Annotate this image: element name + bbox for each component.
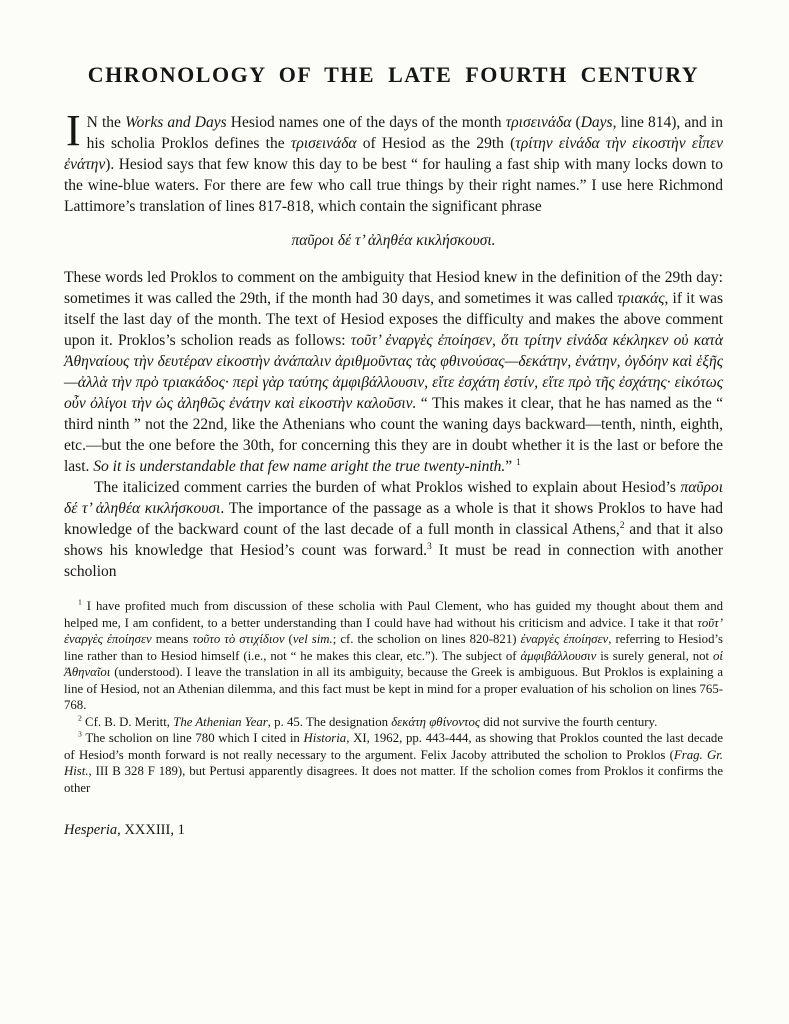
footnote-1: $^1$ I have profited much from discussion of these scholia with Paul Clement, who has guided my thought about them and helped me, I am confident, to a better understanding than I could have had without his criticism and advice. I take it that τοῦτ’ ἐναργὲς ἐποίησεν means τοῦτο τὸ στιχίδιον (vel sim.; cf. the scholion on lines 820-821) ἐναργὲς ἐποίησεν, referring to Hesiod’s line rather than to Hesiod himself (i.e., not “ he makes this clear, etc.”). The subject of ἀμφιβάλλουσιν is surely general, not οἱ Ἀθηναῖοι (understood). I leave the translation in all its ambiguity, because the Greek is ambiguous. But Proklos is explaining a line of Hesiod, not an Athenian dilemma, and this fact must be kept in mind for a proper evaluation of his scholion on lines 765-768. xyxy=(64,597,724,712)
journal-footer: Hesperia, XXXIII, 1 xyxy=(64,822,185,838)
footnote-2: $^2$ Cf. B. D. Meritt, The Athenian Year, p. 45. The designation δεκάτη φθίνοντος did not survive the fourth century. xyxy=(78,713,658,729)
page-title: CHRONOLOGY OF THE LATE FOURTH CENTURY xyxy=(87,62,700,87)
paragraph-1-text: N the Works and Days Hesiod names one of the days of the month τρισεινάδα (Days, line 814), and in his scholia Proklos defines the τρισεινάδα of Hesiod as the 29th (τρίτην εἰνάδα τὴν εἰκοστὴν εἶπεν ἐνάτην). Hesiod says that few know this day to be best “ for hauling a fast ship with many locks down to the wine-blue waters. For there are few who call true things by their right names.” I use here Richmond Lattimore’s translation of lines 817-818, which contain the significant phrase xyxy=(64,114,723,215)
footnotes-section xyxy=(64,598,723,796)
greek-quote-line: παῦροι δέ τ’ ἀληθέα κικλήσκουσι. xyxy=(291,232,496,249)
paragraph-3: The italicized comment carries the burden of what Proklos wished to explain about Hesiod’s παῦροι δέ τ’ ἀληθέα κικλήσκουσι. The importance of the passage as a whole is that it shows Proklos to have had knowledge of the backward count of the last decade of a full month in classical Athens,$^2$ and that it also shows his knowledge that Hesiod’s count was forward.$^3$ It must be read in connection with another scholion xyxy=(64,479,724,580)
paragraph-2: These words led Proklos to comment on the ambiguity that Hesiod knew in the definition of the 29th day: sometimes it was called the 29th, if the month had 30 days, and sometimes it was called τριακάς, if it was itself the last day of the month. The text of Hesiod exposes the difficulty and makes the above comment upon it. Proklos’s scholion reads as follows: τοῦτ’ ἐναργὲς ἐποίησεν, ὅτι τρίτην εἰνάδα κέκληκεν οὐ κατὰ Ἀθηναίους τὴν δευτέραν εἰκοστὴν ἀνάπαλιν ἀριθμοῦντας τὰς φθινούσας—δεκάτην, ἐνάτην, ὀγδόην καὶ ἑξῆς—ἀλλὰ τὴν πρὸ τριακάδος· περὶ γὰρ ταύτης ἀμφιβάλλουσιν, εἴτε ἐσχάτη ἐστίν, εἴτε πρὸ τῆς ἐσχάτης· εἰκότως οὖν ὀλίγοι τὴν ὡς ἀληθῶς ἐνάτην καὶ εἰκοστὴν καλοῦσιν. “ This makes it clear, that he has named as the “ third ninth ” not the 22nd, like the Athenians who count the waning days backward—tenth, ninth, eighth, etc.—but the one before the 30th, for concerning this they are in doubt whether it is the last or before the last. So it is understandable that few name aright the true twenty-ninth.” $^1$ xyxy=(64,269,724,475)
dropcap-initial: I xyxy=(66,106,81,155)
footnote-3: $^3$ The scholion on line 780 which I cited in Historia, XI, 1962, pp. 443-444, as showing that Proklos counted the last decade of Hesiod’s month forward is not really necessary to the argument. Felix Jacoby attributed the scholion to Proklos (Frag. Gr. Hist., III B 328 F 189), but Pertusi apparently disagrees. It does not matter. If the scholion comes from Proklos it confirms the other xyxy=(64,729,723,795)
paragraph-1 xyxy=(64,106,723,217)
